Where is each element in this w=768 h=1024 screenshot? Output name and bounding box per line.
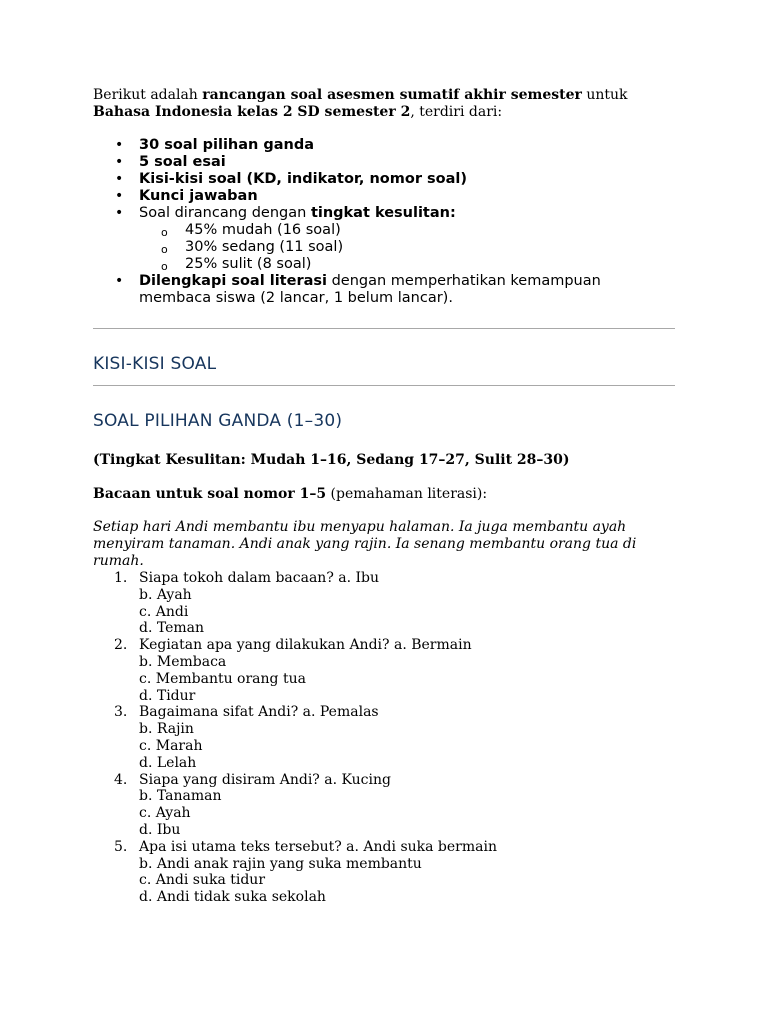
- bullet-difficulty-text: Soal dirancang dengan: [139, 205, 311, 221]
- divider: [93, 328, 675, 329]
- reading-label-text: (pemahaman literasi):: [326, 486, 488, 502]
- bullet-difficulty-bold: tingkat kesulitan:: [310, 205, 456, 221]
- question-item: [93, 637, 673, 704]
- difficulty-medium: o 30% sedang (11 soal): [139, 239, 673, 256]
- question-number: 3.: [114, 704, 128, 721]
- reading-passage: Setiap hari Andi membantu ibu menyapu halaman. Ia juga membantu ayah menyiram tanaman. Andi anak yang rajin. Ia senang membantu orang tua di rumah.: [93, 519, 637, 569]
- answer-option: b. Membaca: [139, 653, 227, 670]
- heading-kisi-kisi: KISI-KISI SOAL: [93, 354, 217, 374]
- question-text: Bagaimana sifat Andi? a. Pemalas: [139, 704, 379, 721]
- question-text: Siapa tokoh dalam bacaan? a. Ibu: [139, 570, 380, 586]
- answer-option: c. Ayah: [139, 805, 191, 822]
- intro-text-1: Berikut adalah: [93, 87, 203, 103]
- bullet-item: [93, 273, 673, 307]
- intro-text-3: , terdiri dari:: [410, 104, 503, 120]
- answer-option: d. Lelah: [139, 754, 197, 771]
- bullet-answer-key: Kunci jawaban: [139, 188, 258, 204]
- question-number: 1.: [114, 570, 128, 586]
- answer-option: d. Tidur: [139, 687, 196, 704]
- question-number: 5.: [114, 838, 128, 855]
- difficulty-sublist: [139, 222, 673, 273]
- answer-option: c. Andi: [139, 603, 189, 620]
- intro-paragraph: [93, 87, 678, 121]
- bullet-literacy-bold: Dilengkapi soal literasi: [139, 273, 327, 289]
- question-number: 4.: [114, 771, 128, 788]
- reading-label-bold: Bacaan untuk soal nomor 1–5: [93, 486, 327, 502]
- question-item: [93, 704, 673, 771]
- question-text: Kegiatan apa yang dilakukan Andi? a. Bermain: [139, 637, 472, 654]
- difficulty-note: [93, 452, 673, 469]
- difficulty-easy: o 45% mudah (16 soal): [139, 222, 673, 239]
- question-text: Apa isi utama teks tersebut? a. Andi suka bermain: [139, 838, 497, 855]
- reading-label: [93, 486, 673, 503]
- answer-option: d. Teman: [139, 620, 205, 637]
- bullet-multiple-choice: 30 soal pilihan ganda: [139, 137, 315, 153]
- answer-option: b. Ayah: [139, 586, 192, 603]
- answer-option: d. Andi tidak suka sekolah: [139, 889, 326, 906]
- bullet-item: [93, 171, 673, 188]
- answer-option: c. Marah: [139, 737, 203, 754]
- bullet-item: [93, 137, 673, 154]
- answer-option: b. Rajin: [139, 721, 194, 738]
- intro-text-2: untuk: [581, 87, 628, 103]
- answer-option: d. Ibu: [139, 821, 181, 838]
- answer-option: c. Membantu orang tua: [139, 670, 306, 687]
- question-item: [93, 772, 673, 839]
- heading-pilihan-ganda: SOAL PILIHAN GANDA (1–30): [93, 411, 343, 431]
- question-text: Siapa yang disiram Andi? a. Kucing: [139, 771, 391, 788]
- bullet-grid: Kisi-kisi soal (KD, indikator, nomor soal): [139, 171, 468, 187]
- question-number: 2.: [114, 637, 128, 654]
- question-item: [93, 839, 673, 906]
- summary-bullet-list: [93, 137, 673, 307]
- answer-option: b. Tanaman: [139, 788, 222, 805]
- intro-bold-1: rancangan soal asesmen sumatif akhir semester: [202, 87, 582, 103]
- difficulty-hard: o 25% sulit (8 soal): [139, 256, 673, 273]
- bullet-essay: 5 soal esai: [139, 154, 226, 170]
- answer-option: b. Andi anak rajin yang suka membantu: [139, 855, 422, 872]
- bullet-item: [93, 205, 673, 273]
- intro-bold-2: Bahasa Indonesia kelas 2 SD semester 2: [93, 104, 411, 120]
- question-list: [93, 570, 673, 906]
- bullet-item: [93, 154, 673, 171]
- question-item: [93, 570, 673, 637]
- bullet-literacy-text: dengan memperhatikan kemampuan membaca siswa (2 lancar, 1 belum lancar).: [139, 273, 601, 306]
- difficulty-note-text: (Tingkat Kesulitan: Mudah 1–16, Sedang 17–27, Sulit 28–30): [93, 452, 570, 468]
- divider: [93, 385, 675, 386]
- bullet-item: [93, 188, 673, 205]
- answer-option: c. Andi suka tidur: [139, 872, 266, 889]
